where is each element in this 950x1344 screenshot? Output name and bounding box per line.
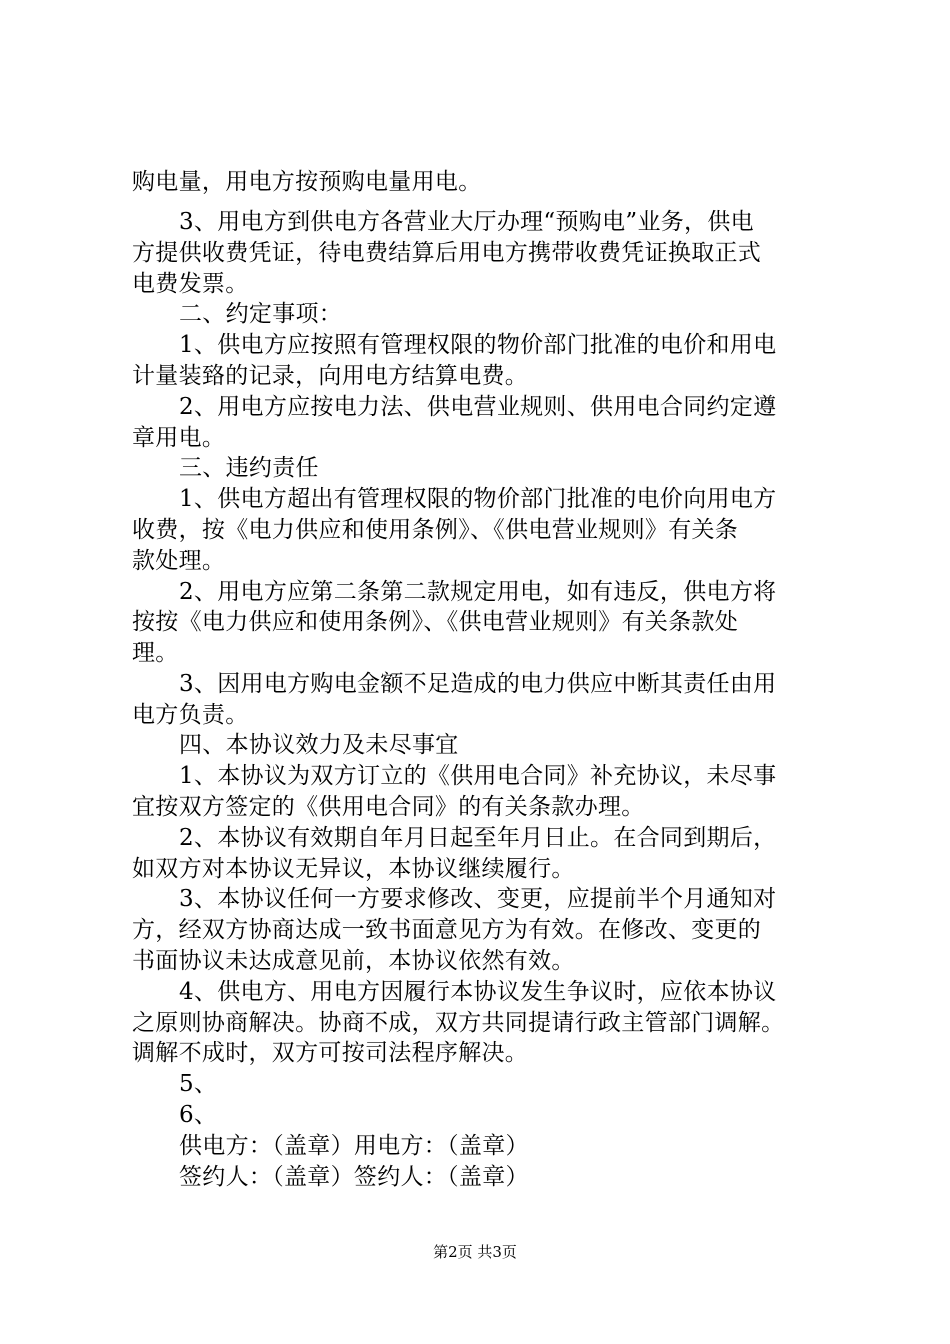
text-line: 购电量，用电方按预购电量用电。 [132,169,482,195]
text-line: 理。 [132,640,179,666]
text-line: 5、 [179,1071,218,1097]
section-heading: 三、违约责任 [179,455,319,481]
text-line: 3、用电方到供电方各营业大厅办理“预购电”业务，供电 [179,209,754,235]
text-line: 之原则协商解决。协商不成，双方共同提请行政主管部门调解。 [132,1010,785,1036]
text-line: 1、本协议为双方订立的《供用电合同》补充协议，未尽事 [179,763,777,789]
text-line: 电方负责。 [132,702,249,728]
text-line: 3、因用电方购电金额不足造成的电力供应中断其责任由用 [179,671,777,697]
section-heading: 四、本协议效力及未尽事宜 [179,732,459,758]
text-line: 按按《电力供应和使用条例》、《供电营业规则》有关条款处 [132,609,739,635]
page-number-label: 第2页 共3页 [433,1243,517,1261]
text-line: 收费，按《电力供应和使用条例》、《供电营业规则》有关条 [132,517,739,543]
text-line: 3、本协议任何一方要求修改、变更，应提前半个月通知对 [179,886,777,912]
text-line: 2、本协议有效期自年月日起至年月日止。在合同到期后， [179,825,777,851]
text-line: 1、供电方超出有管理权限的物价部门批准的电价向用电方 [179,486,777,512]
signature-line: 签约人：（盖章）签约人：（盖章） [179,1164,529,1190]
signature-line: 供电方：（盖章）用电方：（盖章） [179,1133,529,1159]
text-line: 宜按双方签定的《供用电合同》的有关条款办理。 [132,794,645,820]
text-line: 1、供电方应按照有管理权限的物价部门批准的电价和用电 [179,332,777,358]
text-line: 计量装臵的记录，向用电方结算电费。 [132,363,529,389]
text-line: 2、用电方应按电力法、供电营业规则、供用电合同约定遵 [179,394,777,420]
text-line: 6、 [179,1102,218,1128]
text-line: 书面协议未达成意见前，本协议依然有效。 [132,948,575,974]
text-line: 如双方对本协议无异议，本协议继续履行。 [132,856,575,882]
text-line: 调解不成时，双方可按司法程序解决。 [132,1040,529,1066]
text-line: 方提供收费凭证，待电费结算后用电方携带收费凭证换取正式 [132,240,762,266]
text-line: 2、用电方应第二条第二款规定用电，如有违反，供电方将 [179,579,777,605]
section-heading: 二、约定事项： [179,301,343,327]
text-line: 章用电。 [132,425,226,451]
text-line: 款处理。 [132,548,226,574]
text-line: 电费发票。 [132,271,249,297]
text-line: 方，经双方协商达成一致书面意见方为有效。在修改、变更的 [132,917,762,943]
text-line: 4、供电方、用电方因履行本协议发生争议时，应依本协议 [179,979,777,1005]
page-footer [0,1242,950,1262]
